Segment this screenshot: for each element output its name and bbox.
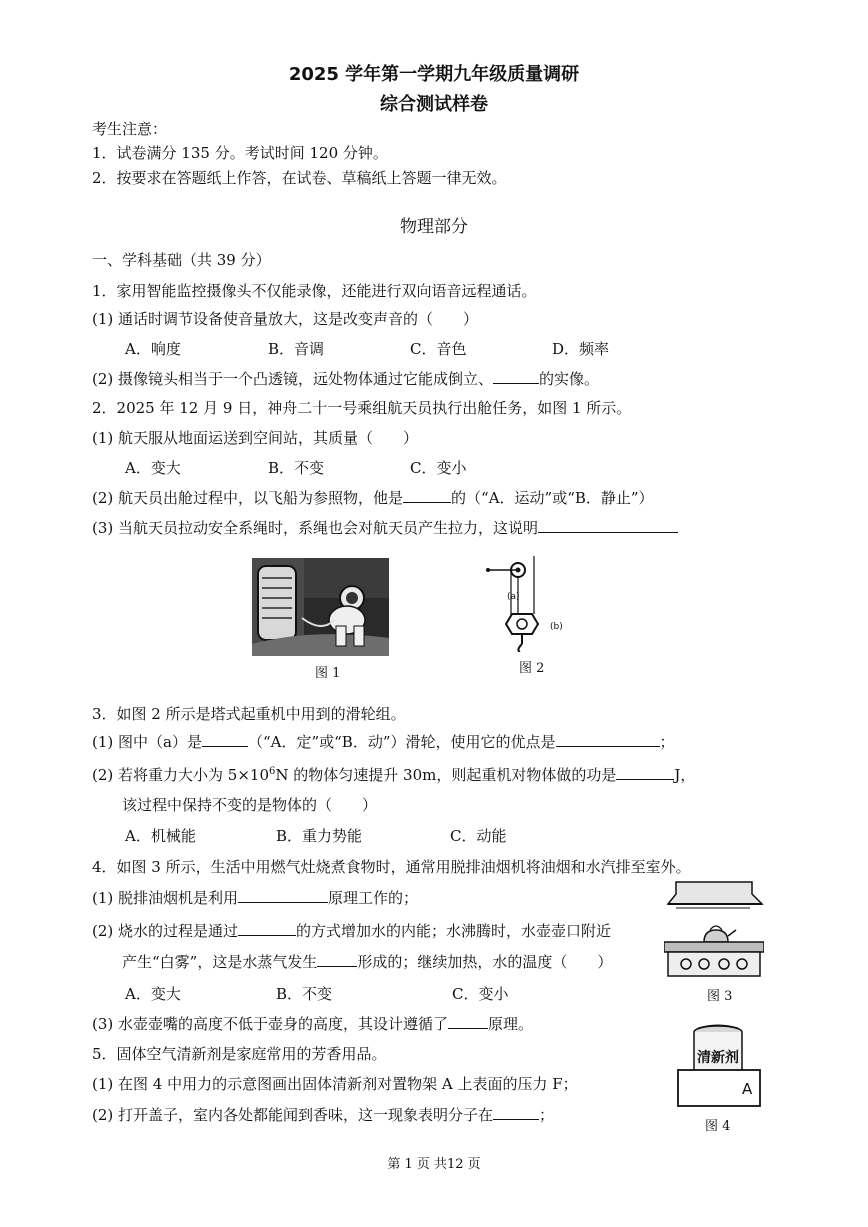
q5-stem: 5．固体空气清新剂是家庭常用的芳香用品。	[92, 1045, 387, 1063]
part1-heading: 一、学科基础（共 39 分）	[92, 251, 271, 269]
q1-sub2-text-b: 的实像。	[539, 370, 600, 388]
q1-option-a: A．响度	[125, 340, 181, 358]
q1-option-c: C．音色	[410, 340, 467, 358]
q2-option-b: B．不变	[268, 459, 325, 477]
q2-stem: 2．2025 年 12 月 9 日，神舟二十一号乘组航天员执行出舱任务，如图 1 所示。	[92, 399, 632, 417]
q3-sub1	[92, 731, 675, 752]
figure-4-can-label: 清新剂	[697, 1050, 739, 1066]
figure-2-label-b: (b)	[550, 622, 563, 632]
q4-stem: 4．如图 3 所示，生活中用燃气灶烧煮食物时，通常用脱排油烟机将油烟和水汽排至室外。	[92, 858, 691, 876]
q5-sub1: (1) 在图 4 中用力的示意图画出固体清新剂对置物架 A 上表面的压力 F；	[92, 1075, 578, 1093]
q3-sub2-exponent: 6	[268, 766, 276, 777]
q1-option-b: B．音调	[268, 340, 325, 358]
q3-sub2-line2: 该过程中保持不变的是物体的（ ）	[122, 796, 378, 814]
q3-sub2-text-b: N 的物体匀速提升 30m，则起重机对物体做的功是	[275, 766, 617, 784]
q1-sub2-text-a: (2) 摄像镜头相当于一个凸透镜，远处物体通过它能成倒立、	[92, 370, 494, 388]
q2-sub1: (1) 航天服从地面运送到空间站，其质量（ ）	[92, 429, 419, 447]
q4-sub2-line2	[122, 951, 612, 972]
q4-sub3-text-a: (3) 水壶壶嘴的高度不低于壶身的高度，其设计遵循了	[92, 1015, 449, 1033]
q2-sub3-text: (3) 当航天员拉动安全系绳时，系绳也会对航天员产生拉力，这说明	[92, 519, 539, 537]
figure-1-astronaut-photo	[252, 558, 389, 656]
q2-sub2	[92, 487, 654, 508]
q3-sub1-blank-2	[556, 732, 660, 747]
notice-heading: 考生注意：	[92, 120, 168, 138]
q2-sub2-blank	[403, 488, 451, 503]
q1-stem: 1．家用智能监控摄像头不仅能录像，还能进行双向语音远程通话。	[92, 282, 537, 300]
figure-3-range-hood-stove	[664, 880, 764, 980]
q2-sub3-blank	[538, 518, 678, 533]
q4-sub2-text-d: 形成的；继续加热，水的温度（ ）	[357, 953, 613, 971]
q5-sub2-text-a: (2) 打开盖子，室内各处都能闻到香味，这一现象表明分子在	[92, 1106, 494, 1124]
q1-sub1: (1) 通话时调节设备使音量放大，这是改变声音的（ ）	[92, 310, 479, 328]
q4-sub3-text-b: 原理。	[488, 1015, 534, 1033]
figure-4-caption: 图 4	[705, 1119, 731, 1134]
q4-sub1	[92, 887, 418, 908]
q3-option-b: B．重力势能	[276, 827, 363, 845]
q1-sub2	[92, 368, 599, 389]
figure-3-caption: 图 3	[707, 989, 733, 1004]
q3-stem: 3．如图 2 所示是塔式起重机中用到的滑轮组。	[92, 705, 406, 723]
q4-sub2-text-c: 产生“白雾”，这是水蒸气发生	[122, 953, 318, 971]
q2-sub2-text-b: 的（“A．运动”或“B．静止”）	[451, 489, 654, 507]
figure-4-shelf-label: A	[742, 1080, 753, 1098]
q4-sub2-blank-2	[317, 952, 357, 967]
q4-option-b: B．不变	[276, 985, 333, 1003]
q4-sub2-text-b: 的方式增加水的内能；水沸腾时，水壶壶口附近	[296, 922, 612, 940]
q4-sub2	[92, 920, 611, 941]
q4-option-a: A．变大	[125, 985, 181, 1003]
q3-option-a: A．机械能	[125, 827, 196, 845]
astronaut-illustration	[252, 558, 389, 656]
q4-option-c: C．变小	[452, 985, 509, 1003]
figure-2-label-a: (a)	[507, 592, 520, 602]
q3-option-c: C．动能	[450, 827, 507, 845]
q2-option-a: A．变大	[125, 459, 181, 477]
q4-sub1-text-b: 原理工作的；	[328, 889, 419, 907]
q3-sub1-text-b: （“A．定”或“B．动”）滑轮，使用它的优点是	[247, 733, 556, 751]
q4-sub1-text-a: (1) 脱排油烟机是利用	[92, 889, 239, 907]
exam-subtitle: 综合测试样卷	[380, 94, 488, 115]
q2-option-c: C．变小	[410, 459, 467, 477]
q5-sub2-text-b: ；	[539, 1106, 555, 1124]
section-title: 物理部分	[400, 217, 468, 237]
q1-option-d: D．频率	[552, 340, 610, 358]
notice-item-2: 2．按要求在答题纸上作答，在试卷、草稿纸上答题一律无效。	[92, 169, 507, 187]
q4-sub3	[92, 1013, 533, 1034]
exam-title: 2025 学年第一学期九年级质量调研	[288, 64, 580, 85]
q3-sub1-text-c: ；	[659, 733, 675, 751]
q4-sub2-blank-1	[238, 921, 296, 936]
q3-sub2-text-c: J，	[674, 766, 696, 784]
page-footer: 第 1 页 共12 页	[387, 1157, 481, 1172]
q1-sub2-blank	[493, 369, 539, 384]
figure-2-pulley-system	[482, 552, 562, 652]
q3-sub2-text-a: (2) 若将重力大小为 5×10	[92, 766, 269, 784]
figure-1-caption: 图 1	[315, 666, 341, 681]
notice-item-1: 1．试卷满分 135 分。考试时间 120 分钟。	[92, 144, 388, 162]
q3-sub2	[92, 764, 695, 785]
q4-sub2-text-a: (2) 烧水的过程是通过	[92, 922, 239, 940]
q4-sub1-blank	[238, 888, 328, 903]
q3-sub2-blank	[616, 765, 674, 780]
q5-sub2	[92, 1104, 554, 1125]
q3-sub1-blank-1	[202, 732, 248, 747]
q2-sub2-text-a: (2) 航天员出舱过程中，以飞船为参照物，他是	[92, 489, 404, 507]
q2-sub3	[92, 517, 678, 538]
q3-sub1-text-a: (1) 图中（a）是	[92, 733, 202, 751]
q5-sub2-blank	[493, 1105, 539, 1120]
figure-2-caption: 图 2	[519, 661, 545, 676]
q4-sub3-blank	[448, 1014, 488, 1029]
